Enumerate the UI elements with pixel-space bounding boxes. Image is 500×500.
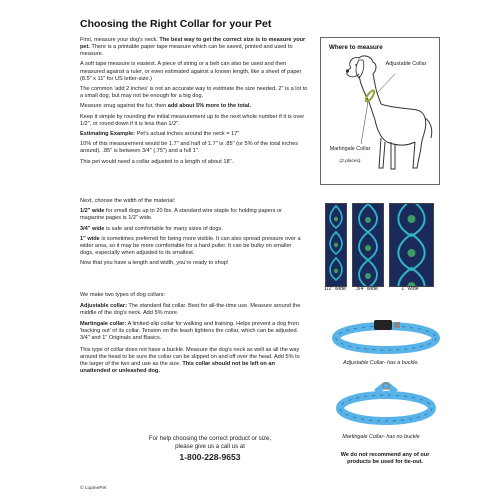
width-label-one: 1" wide — [401, 286, 419, 292]
swatch-half-inch — [325, 203, 347, 287]
martingale-collar-caption: Martingale Collar- has no buckle — [342, 434, 420, 440]
where-to-measure-box — [320, 37, 440, 185]
paragraph: Next, choose the width of the material: — [80, 198, 176, 204]
paragraph: First, measure your dog's neck. The best way to get the correct size is to measure your pet. There is a printable paper tape measure which can be saved, printed and used to measure. — [80, 37, 306, 58]
help-contact — [110, 435, 310, 461]
adjustable-collar-image — [330, 316, 442, 358]
paragraph: The common 'add 2 inches' is not an accurate way to estimate the size needed. 2" is a lot to a small dog, but may not be enough for a big dog. — [80, 85, 308, 100]
measure-instructions — [80, 37, 312, 169]
tie-out-note: We do not recommend any of our products be used for tie-out. — [340, 452, 430, 465]
adjustable-collar-caption: Adjustable Collar- has a buckle. — [343, 360, 419, 366]
swatch-one-inch — [389, 203, 434, 287]
paragraph: A soft tape measure is easiest. A piece of string or a belt can also be used and then measured against a ruler, or even estimated against a known length, like a sheet of paper (8.5" x 11" for US letter-size.) — [80, 61, 302, 82]
phone-number: 1-800-228-9653 — [179, 452, 241, 462]
help-line: For help choosing the correct product or size, — [148, 435, 272, 442]
paragraph: This pet would need a collar adjusted to a length of about 18". — [80, 158, 234, 165]
paragraph: 3/4" wide is safe and comfortable for many sizes of dogs. — [80, 225, 223, 232]
paragraph: Keep it simple by rounding the initial measurement up to the next whole number if it is over 1/2", or round down if it is less than 1/2". — [80, 113, 305, 127]
paragraph: 1/2" wide for small dogs up to 20 lbs. A standard wire staple for holding papers or magazine pages is 1/2" wide. — [80, 208, 282, 222]
paragraph: Martingale collar: A limited-slip collar for walking and training. Helps prevent a dog from 'backing out' of its collar. Tension on the leash tightens the collar, which can be adjusted. 3/4" and 1" Originals and Basics. — [80, 321, 299, 342]
collar-types-section — [80, 292, 302, 379]
page-title: Choosing the Right Collar for your Pet — [80, 18, 272, 30]
paragraph: 10% of this measurement would be 1.7" and half of 1.7" is .85" (or 5% of the total inches around). .85" is between 3/4" (.75") and a full 1". — [80, 141, 299, 155]
placed-note: (2 places) — [339, 159, 361, 164]
paragraph: We make two types of dog collars: — [80, 292, 166, 298]
paragraph: This type of collar does not have a buckle. Measure the dog's neck as well as all the way around the head to be sure the collar can be slipped on and off over the head. Add 5% to the larger of the two and use as the size. This collar should not be left on an unattended or unleashed dog. — [80, 346, 300, 374]
paragraph: Measure snug against the fur, then add about 5% more to the total. — [80, 103, 251, 110]
adjustable-collar-label: Adjustable Collar — [385, 61, 427, 67]
martingale-collar-label: Martingale Collar — [329, 146, 371, 152]
paragraph: Adjustable collar: The standard flat collar. Best for all-the-time use. Measure around the middle of the dog's neck. Add 5% more. — [80, 303, 301, 317]
width-label-half: 1/2" wide — [324, 286, 346, 292]
width-label-three-quarter: 3/4" wide — [356, 286, 378, 292]
martingale-collar-image — [330, 382, 442, 432]
copyright: © LupinePet — [80, 486, 107, 491]
paragraph: Estimating Example: Pet's actual inches around the neck = 17" — [80, 130, 240, 137]
paragraph: 1" wide is sometimes preferred for being more visible. It can also spread pressure over a wider area, so it may be more comfortable for a hard puller. It can be bulky on smaller dogs, especially when adjusted to its smallest. — [80, 235, 301, 257]
paragraph: Now that you have a length and width, you're ready to shop! — [80, 260, 229, 267]
measure-box-title: Where to measure — [329, 44, 383, 51]
width-instructions — [80, 198, 302, 271]
swatch-three-quarter-inch — [352, 203, 384, 287]
help-line: please give us a call us at — [175, 443, 245, 450]
